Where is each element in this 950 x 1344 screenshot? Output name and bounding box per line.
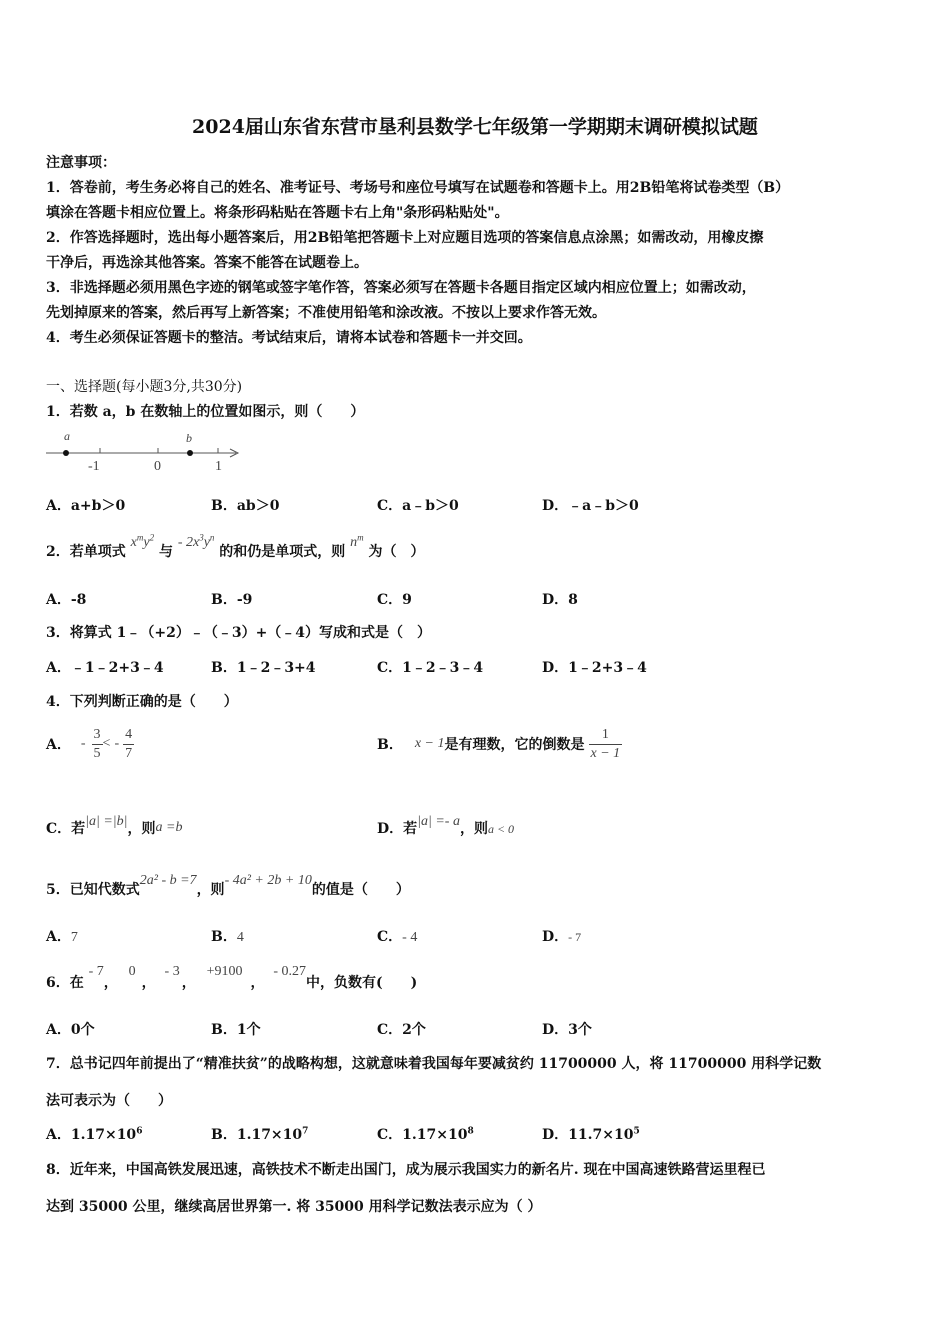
q5-expr-2: - 4a² + 2b + 10	[224, 873, 312, 888]
q5-pre: 5．已知代数式	[46, 882, 140, 898]
q1-option-c[interactable]: C．a﹣b＞0	[377, 498, 459, 514]
q6-number: +9100	[206, 964, 243, 979]
question-2-stem	[46, 532, 425, 561]
q4-d-mid: ，则	[459, 821, 488, 837]
q7-option-c[interactable]: C．$1.17\times 10^8$	[377, 1126, 474, 1143]
q5-option-c[interactable]: C．- 4	[377, 929, 418, 945]
q2-option-c[interactable]: C．9	[377, 592, 412, 608]
question-8-stem-cont: 达到 35000 公里，继续高居世界第一. 将 35000 用科学记数法表示应为（ ）	[46, 1199, 542, 1215]
q4-c-condition: |a| =|b|	[85, 814, 128, 829]
q4-option-d[interactable]	[377, 814, 515, 838]
q4-a-lt: <	[102, 736, 111, 751]
q5-expr-1: 2a² - b =7	[139, 873, 197, 888]
notice-line: 1．答卷前，考生务必将自己的姓名、准考证号、考场号和座位号填写在试题卷和答题卡上。用2B铅笔将试卷类型（B）	[46, 180, 790, 196]
q6-option-a[interactable]: A．0个	[46, 1022, 95, 1038]
q2-option-d[interactable]: D．8	[542, 592, 578, 608]
q4-d-result: a < 0	[487, 822, 515, 836]
q2-mid: 与	[158, 544, 173, 560]
question-6-stem: 6．在 - 7， 0， - 3， +9100， - 0.27中，负数有( )	[46, 964, 418, 991]
q7-option-b[interactable]: B．$1.17\times 10^7$	[211, 1126, 309, 1143]
point-b	[187, 450, 193, 456]
q4-a-fraction-2: $\frac{4}{7}$	[125, 726, 133, 761]
number-line-figure	[44, 426, 244, 476]
question-3-stem: 3．将算式 1﹣（+2）﹣（﹣3）+（﹣4）写成和式是（ ）	[46, 625, 432, 641]
q4-d-label: D．若	[377, 821, 418, 837]
q4-a-label: A．	[46, 737, 71, 753]
q4-a-minus: -	[114, 736, 120, 751]
q4-d-condition: |a| =- a	[417, 814, 460, 829]
q4-b-fraction: $\frac{1}{x - 1}$	[590, 726, 621, 761]
q2-pre: 2．若单项式	[46, 544, 126, 560]
q4-b-label: B．	[377, 737, 403, 753]
q3-option-a[interactable]: A．﹣1﹣2+3﹣4	[46, 660, 164, 676]
q7-option-d[interactable]: D．$11.7\times 10^5$	[542, 1126, 640, 1143]
q2-end: 为（ ）	[368, 544, 425, 560]
question-8-stem: 8．近年来，中国高铁发展迅速，高铁技术不断走出国门，成为展示我国实力的新名片. 现在中国高速铁路营运里程已	[46, 1162, 766, 1178]
q1-option-d[interactable]: D．﹣a﹣b＞0	[542, 498, 639, 514]
question-7-stem-cont: 法可表示为（ ）	[46, 1093, 172, 1109]
q2-monomial-2: - $2x^3y^n$	[177, 532, 215, 550]
notice-line: 先划掉原来的答案，然后再写上新答案；不准使用铅笔和涂改液。不按以上要求作答无效。	[46, 305, 606, 321]
q6-number: - 0.27	[273, 964, 307, 979]
q6-number: 0	[128, 964, 136, 979]
notice-line: 4．考生必须保证答题卡的整洁。考试结束后，请将本试卷和答题卡一并交回。	[46, 330, 532, 346]
q4-b-expr: x − 1	[414, 736, 445, 751]
page-title: 2024届山东省东营市垦利县数学七年级第一学期期末调研模拟试题	[192, 116, 758, 138]
q6-number: - 3	[164, 964, 180, 979]
q2-option-b[interactable]: B．-9	[211, 592, 253, 608]
q4-option-c[interactable]	[46, 814, 183, 838]
question-7-stem: 7．总书记四年前提出了“精准扶贫”的战略构想，这就意味着我国每年要减贫约 11700000 人，将 11700000 用科学记数	[46, 1056, 822, 1072]
question-1-stem: 1．若数 a，b 在数轴上的位置如图示，则（ ）	[46, 404, 365, 420]
label-b: b	[186, 431, 192, 445]
q7-option-a[interactable]: A．$1.17\times 10^6$	[46, 1126, 143, 1143]
tick-label: 0	[154, 459, 161, 474]
q4-c-result: a =b	[155, 820, 183, 835]
q2-monomial-1: $x^my^2$	[130, 532, 155, 550]
tick-label: 1	[215, 459, 222, 474]
point-a	[63, 450, 69, 456]
q6-number: - 7	[88, 964, 104, 979]
q2-post: 的和仍是单项式，则	[219, 544, 346, 560]
tick-label: -1	[88, 459, 100, 474]
q6-option-c[interactable]: C．2个	[377, 1022, 426, 1038]
q3-option-b[interactable]: B．1﹣2﹣3+4	[211, 660, 316, 676]
q4-c-label: C．若	[46, 821, 86, 837]
q5-mid: ，则	[196, 882, 225, 898]
q6-post: 中，负数有( )	[306, 975, 418, 991]
section-heading: 一、选择题(每小题3分,共30分)	[46, 379, 243, 395]
q4-b-text: 是有理数，它的倒数是	[444, 737, 585, 753]
notice-line: 填涂在答题卡相应位置上。将条形码粘贴在答题卡右上角"条形码粘贴处"。	[46, 205, 509, 221]
q4-a-minus: -	[80, 736, 86, 751]
q1-option-a[interactable]: A．a+b＞0	[46, 498, 126, 514]
q6-pre: 6．在	[46, 975, 84, 991]
q6-option-b[interactable]: B．1个	[211, 1022, 261, 1038]
question-5-stem	[46, 873, 410, 899]
notice-line: 3．非选择题必须用黑色字迹的钢笔或签字笔作答，答案必须写在答题卡各题目指定区域内相应位置上；如需改动，	[46, 280, 756, 296]
q5-option-b[interactable]: B．4	[211, 929, 244, 945]
q5-option-a[interactable]: A．7	[46, 929, 78, 945]
q5-post: 的值是（ ）	[311, 882, 410, 898]
notice-line: 2．作答选择题时，选出每小题答案后，用2B铅笔把答题卡上对应题目选项的答案信息点涂黑；如需改动，用橡皮擦	[46, 230, 764, 246]
q5-option-d[interactable]: D．- 7	[542, 929, 582, 945]
q4-a-fraction-1: $\frac{3}{5}$	[93, 726, 101, 761]
q3-option-d[interactable]: D．1﹣2+3﹣4	[542, 660, 647, 676]
question-4-stem: 4．下列判断正确的是（ ）	[46, 694, 238, 710]
notice-line: 干净后，再选涂其他答案。答案不能答在试题卷上。	[46, 255, 368, 271]
label-a: a	[64, 429, 70, 443]
q6-option-d[interactable]: D．3个	[542, 1022, 592, 1038]
q3-option-c[interactable]: C．1﹣2﹣3﹣4	[377, 660, 484, 676]
q4-option-a[interactable]	[46, 722, 134, 766]
q4-c-mid: ，则	[127, 821, 156, 837]
q4-option-b[interactable]	[377, 722, 622, 766]
notice-heading: 注意事项：	[46, 155, 116, 171]
q1-option-b[interactable]: B．ab＞0	[211, 498, 280, 514]
q2-option-a[interactable]: A．-8	[46, 592, 87, 608]
q2-power: $n^m$	[350, 532, 364, 550]
